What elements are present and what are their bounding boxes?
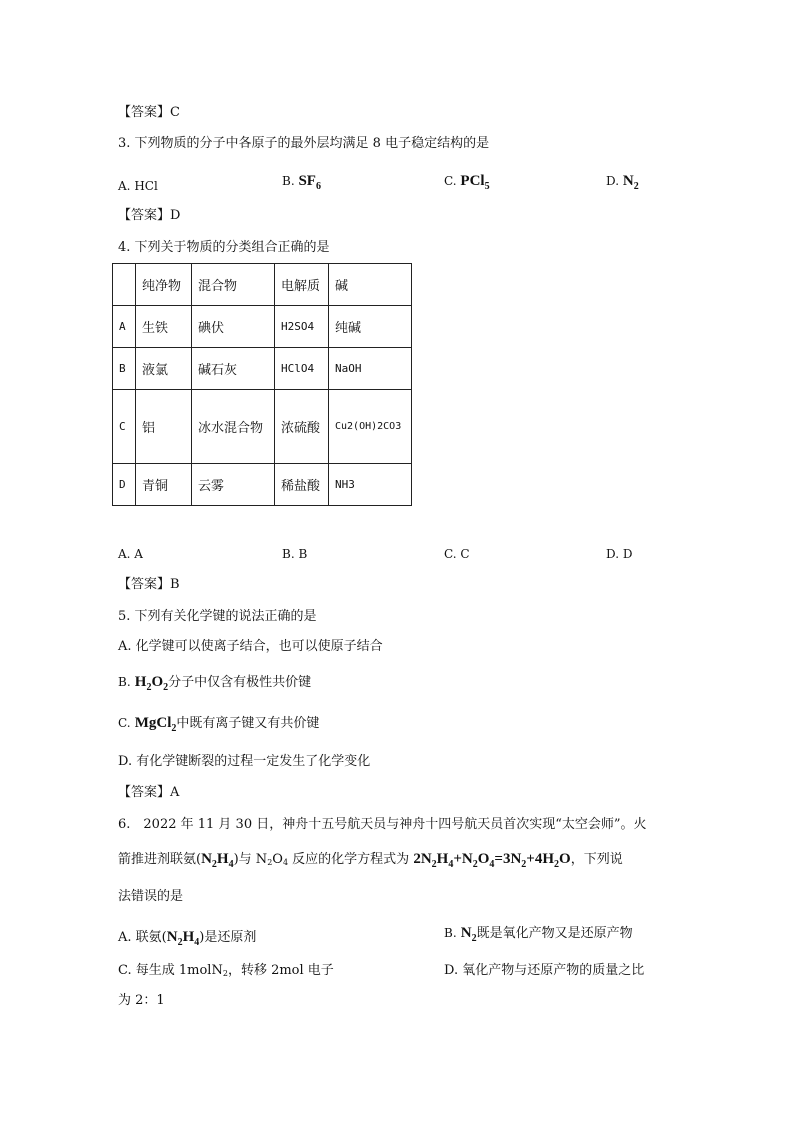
table-row	[113, 348, 412, 390]
table-cell: D	[113, 464, 136, 506]
q4-option-c: C. C	[444, 547, 470, 561]
q4-option-a: A. A	[118, 547, 143, 561]
question-6-line-3: 法错误的是	[118, 889, 184, 904]
q5-option-a: A. 化学键可以使离子结合，也可以使原子结合	[118, 639, 383, 654]
question-6-line-1: 6. 2022 年 11 月 30 日，神舟十五号航天员与神舟十四号航天员首次实现“太空会师”。火	[118, 817, 647, 832]
table-cell: NH3	[329, 464, 412, 506]
table-cell: B	[113, 348, 136, 390]
table-row	[113, 306, 412, 348]
table-row	[113, 464, 412, 506]
table-cell: 冰水混合物	[192, 390, 275, 464]
table-header-cell: 电解质	[275, 264, 329, 306]
q5-option-c: C. MgCl$_2$中既有离子键又有共价键	[118, 715, 320, 734]
table-cell: 铝	[136, 390, 192, 464]
table-cell: Cu2(OH)2CO3	[329, 390, 412, 464]
answer-line-q5: 【答案】A	[118, 785, 180, 800]
q4-option-d: D. D	[606, 547, 633, 561]
question-4-stem: 4. 下列关于物质的分类组合正确的是	[118, 240, 330, 255]
question-6-line-2: 箭推进剂联氨$(N_2H_4)$与 N2O4 反应的化学方程式为 $2N_2H_4+N_2O_4=3N_2+4H_2O$，下列说	[118, 851, 623, 870]
q4-option-b: B. B	[282, 547, 308, 561]
answer-line-prev: 【答案】C	[118, 105, 180, 120]
table-cell: 纯碱	[329, 306, 412, 348]
q6-option-d-continued: 为 2：1	[118, 993, 165, 1008]
q6-option-a: A. 联氨$(N_2H_4)$是还原剂	[118, 929, 257, 948]
q3-option-c: C. PCl$_5$	[444, 173, 490, 192]
table-cell: A	[113, 306, 136, 348]
formula-mgcl2: MgCl$_2$	[134, 715, 177, 734]
q3-option-a: A. HCl	[118, 179, 158, 193]
q6-option-b: B. $N_2$既是氧化产物又是还原产物	[444, 925, 633, 944]
table-header-cell: 纯净物	[136, 264, 192, 306]
question-5-stem: 5. 下列有关化学键的说法正确的是	[118, 609, 317, 624]
q5-option-b: B. $H_2O_2$分子中仅含有极性共价键	[118, 674, 312, 693]
table-cell: 生铁	[136, 306, 192, 348]
table-cell: 液氯	[136, 348, 192, 390]
q6-option-c: C. 每生成 1molN2，转移 2mol 电子	[118, 963, 334, 978]
table-cell: NaOH	[329, 348, 412, 390]
question-3-stem: 3. 下列物质的分子中各原子的最外层均满足 8 电子稳定结构的是	[118, 136, 490, 151]
reaction-equation: $2N_2H_4+N_2O_4=3N_2+4H_2O$	[413, 851, 571, 870]
table-cell: 碘伏	[192, 306, 275, 348]
formula-n2: $N_2$	[460, 925, 477, 944]
formula-n2h4: $N_2H_4$	[201, 851, 234, 870]
formula-n2h4: $N_2H_4$	[166, 929, 200, 948]
q5-option-d: D. 有化学键断裂的过程一定发生了化学变化	[118, 754, 371, 769]
table-cell: HClO4	[275, 348, 329, 390]
table-header-cell	[113, 264, 136, 306]
table-cell: 浓硫酸	[275, 390, 329, 464]
formula-pcl5: PCl$_5$	[460, 173, 490, 192]
q6-option-d: D. 氧化产物与还原产物的质量之比	[444, 963, 645, 978]
q3-option-b: B. $SF_6$	[282, 173, 321, 192]
table-cell: 碱石灰	[192, 348, 275, 390]
table-cell: 青铜	[136, 464, 192, 506]
table-header-cell: 碱	[329, 264, 412, 306]
table-cell: H2SO4	[275, 306, 329, 348]
formula-sf6: $SF_6$	[298, 173, 321, 192]
table-row	[113, 390, 412, 464]
table-header-cell: 混合物	[192, 264, 275, 306]
table-cell: C	[113, 390, 136, 464]
table-cell: 稀盐酸	[275, 464, 329, 506]
formula-n2: $N_2$	[622, 173, 639, 192]
formula-h2o2: $H_2O_2$	[134, 674, 169, 693]
answer-line-q4: 【答案】B	[118, 577, 180, 592]
classification-table	[112, 263, 412, 506]
table-cell: 云雾	[192, 464, 275, 506]
answer-line-q3: 【答案】D	[118, 208, 181, 223]
table-header-row	[113, 264, 412, 306]
q3-option-d: D. $N_2$	[606, 173, 639, 192]
